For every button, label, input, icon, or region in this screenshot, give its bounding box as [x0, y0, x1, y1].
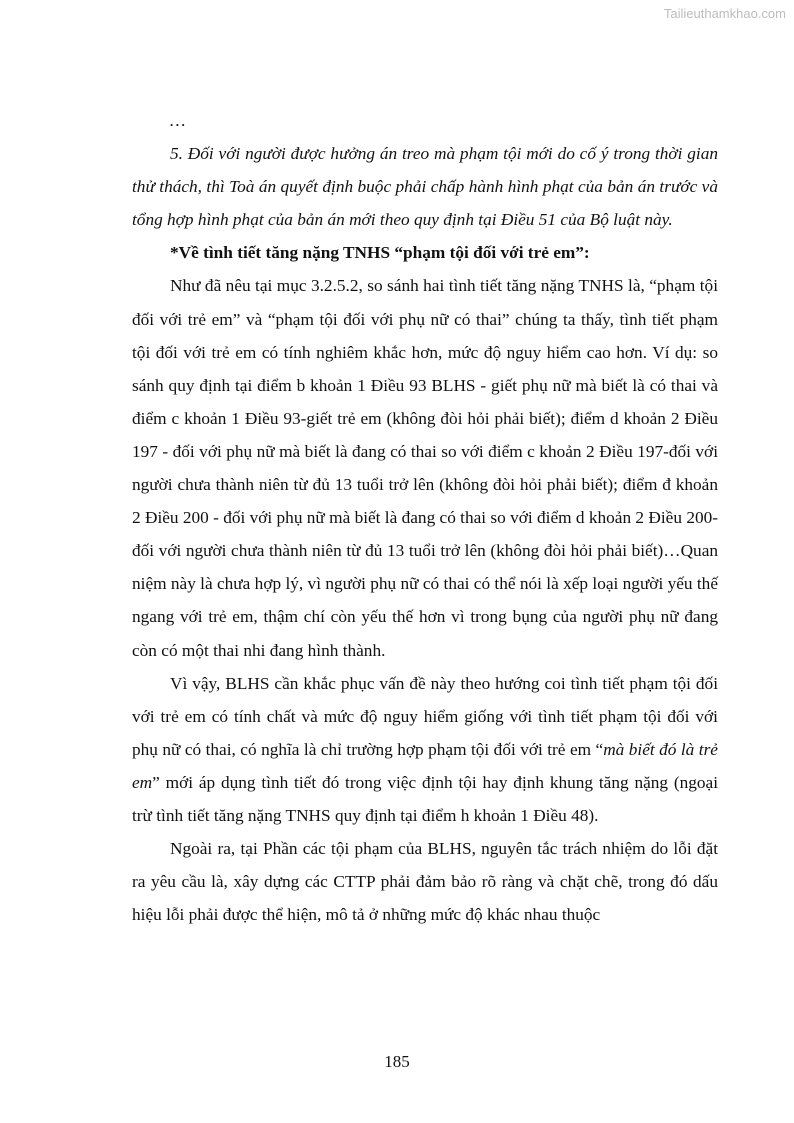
paragraph-2-start: Vì vậy, BLHS cần khắc phục vấn đề này theo hướng coi tình tiết phạm tội đối với trẻ em có tính chất và mức độ nguy hiểm giống với tình tiết phạm tội đối với phụ nữ có thai, có nghĩa là chỉ trường hợp phạm tội đối với trẻ em “: [132, 673, 718, 759]
paragraph-2-end: ” mới áp dụng tình tiết đó trong việc định tội hay định khung tăng nặng (ngoại trừ tình tiết tăng nặng TNHS quy định tại điểm h khoản 1 Điều 48).: [132, 772, 718, 825]
section-heading: *Về tình tiết tăng nặng TNHS “phạm tội đối với trẻ em”:: [170, 243, 590, 263]
page-number: 185: [384, 1052, 410, 1071]
paragraph-3: Ngoài ra, tại Phần các tội phạm của BLHS, nguyên tắc trách nhiệm do lỗi đặt ra yêu cầu là, xây dựng các CTTP phải đảm bảo rõ ràng và chặt chẽ, trong đó dấu hiệu lỗi phải được thể hiện, mô tả ở những mức độ khác nhau thuộc: [132, 839, 718, 925]
paragraph-2: [132, 667, 718, 832]
watermark: Tailieuthamkhao.com: [663, 6, 786, 21]
ellipsis: …: [170, 111, 186, 130]
paragraph-1: Như đã nêu tại mục 3.2.5.2, so sánh hai tình tiết tăng nặng TNHS là, “phạm tội đối với trẻ em” và “phạm tội đối với phụ nữ có thai” chúng ta thấy, tình tiết phạm tội đối với trẻ em có tính nghiêm khắc hơn, mức độ nguy hiểm cao hơn. Ví dụ: so sánh quy định tại điểm b khoản 1 Điều 93 BLHS - giết phụ nữ mà biết là có thai và điểm c khoản 1 Điều 93-giết trẻ em (không đòi hỏi phải biết); điểm d khoản 2 Điều 197 - đối với phụ nữ mà biết là đang có thai so với điểm c khoản 2 Điều 197-đối với người chưa thành niên từ đủ 13 tuổi trở lên (không đòi hỏi phải biết); điểm đ khoản 2 Điều 200 - đối với phụ nữ mà biết là đang có thai so với điểm d khoản 2 Điều 200- đối với người chưa thành niên từ đủ 13 tuổi trở lên (không đòi hỏi phải biết)…Quan niệm này là chưa hợp lý, vì người phụ nữ có thai có thể nói là xếp loại người yếu thế ngang với trẻ em, thậm chí còn yếu thế hơn vì trong bụng của người phụ nữ đang còn có một thai nhi đang hình thành.: [132, 276, 718, 660]
paragraph-2-italic-phrase: mà biết đó là trẻ em: [132, 739, 718, 792]
quoted-clause: 5. Đối với người được hưởng án treo mà phạm tội mới do cố ý trong thời gian thử thách, thì Toà án quyết định buộc phải chấp hành hình phạt của bản án trước và tổng hợp hình phạt của bản án mới theo quy định tại Điều 51 của Bộ luật này.: [132, 144, 718, 230]
page-body: [132, 104, 718, 931]
